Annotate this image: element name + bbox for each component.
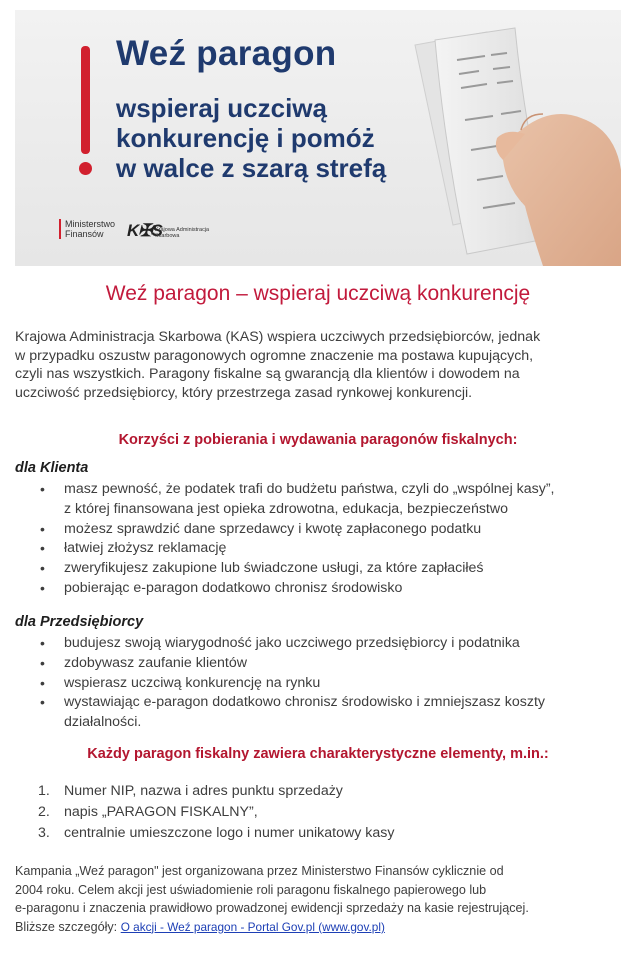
list-item-text: Numer NIP, nazwa i adres punktu sprzedaży — [64, 783, 343, 799]
footer-line: 2004 roku. Celem akcji jest uświadomienie roli paragonu fiskalnego papierowego lub — [15, 882, 487, 897]
list-item — [38, 693, 623, 733]
list-item-text: napis „PARAGON FISKALNY”, — [64, 804, 258, 820]
intro-line: uczciwość przedsiębiorcy, który przestrzega zasad rynkowej konkurencji. — [15, 384, 473, 401]
list-item — [38, 823, 623, 844]
list-item: • pobierając e-paragon dodatkowo chronisz środowisko — [38, 579, 623, 599]
campaign-link[interactable]: O akcji - Weź paragon - Portal Gov.pl (www.gov.pl) — [120, 919, 385, 934]
list-number: 1. — [38, 783, 50, 799]
campaign-footer — [15, 862, 623, 936]
list-item: • łatwiej złożysz reklamację — [38, 539, 623, 559]
client-heading: dla Klienta — [15, 460, 89, 476]
list-item — [38, 802, 623, 823]
hand-holding-receipt-image — [375, 10, 621, 266]
mf-logo-line: Ministerstwo — [65, 219, 116, 229]
list-item-text: centralnie umieszczone logo i numer unikatowy kasy — [64, 825, 395, 841]
list-item-line: • masz pewność, że podatek trafi do budżetu państwa, czyli do „wspólnej kasy”, — [64, 481, 555, 497]
list-item-line: • wystawiając e-paragon dodatkowo chronisz środowisko i zmniejszasz koszty — [64, 694, 546, 711]
exclamation-dot — [79, 162, 92, 175]
list-item: • wspierasz uczciwą konkurencję na rynku — [38, 674, 623, 694]
banner-subtitle — [116, 93, 386, 183]
list-item: • budujesz swoją wiarygodność jako uczciwego przedsiębiorcy i podatnika — [38, 634, 623, 654]
exclamation-icon — [81, 46, 90, 154]
footer-line: Kampania „Weź paragon" jest organizowana przez Ministerstwo Finansów cyklicznie od — [15, 864, 504, 878]
list-item: • możesz sprawdzić dane sprzedawcy i kwotę zapłaconego podatku — [38, 520, 623, 540]
business-heading: dla Przedsiębiorcy — [15, 614, 144, 630]
list-item-line: działalności. — [64, 714, 142, 731]
benefits-title: Korzyści z pobierania i wydawania paragonów fiskalnych: — [118, 432, 518, 448]
receipt-elements-title: Każdy paragon fiskalny zawiera charakterystyczne elementy, m.in.: — [87, 746, 549, 762]
client-benefits-list — [38, 480, 623, 599]
intro-line: Krajowa Administracja Skarbowa (KAS) wspiera uczciwych przedsiębiorców, jednak — [15, 329, 541, 345]
kas-logo-line: Skarbowa — [155, 233, 180, 239]
mf-logo-line: Finansów — [65, 229, 104, 239]
footer-line: e-paragonu i znaczenia prawidłowo prowadzonej ewidencji sprzedaży na kasie rejestrującej. — [15, 901, 529, 916]
details-label: Bliższe szczegóły: — [15, 919, 118, 934]
list-number: 3. — [38, 825, 50, 841]
business-benefits-list — [38, 634, 623, 733]
list-item: • zdobywasz zaufanie klientów — [38, 654, 623, 674]
footer-details — [15, 918, 623, 937]
list-item — [38, 781, 623, 802]
list-item — [38, 480, 623, 520]
banner-subtitle-line: wspieraj uczciwą — [116, 93, 327, 123]
banner-title: Weź paragon — [116, 34, 337, 73]
receipt-elements-list — [38, 781, 623, 844]
kas-logo-mark: K✠S — [127, 221, 162, 240]
list-number: 2. — [38, 804, 50, 820]
intro-paragraph — [15, 328, 623, 402]
kas-logo — [127, 221, 237, 249]
kas-logo-line: Krajowa Administracja — [155, 227, 210, 233]
list-item: • zweryfikujesz zakupione lub świadczone usługi, za które zapłaciłeś — [38, 559, 623, 579]
intro-line: w przypadku oszustw paragonowych ogromne znaczenie ma postawa kupujących, — [15, 347, 534, 364]
intro-line: czyli nas wszystkich. Paragony fiskalne są gwarancją dla klientów i dowodem na — [15, 366, 520, 382]
page-title: Weź paragon – wspieraj uczciwą konkurencję — [105, 282, 531, 305]
campaign-banner — [15, 10, 621, 266]
kas-logo-text — [155, 227, 209, 239]
banner-subtitle-line: w walce z szarą strefą — [116, 153, 387, 183]
ministry-of-finance-logo — [59, 219, 115, 239]
list-item-line: z której finansowana jest opieka zdrowotna, edukacja, bezpieczeństwo — [64, 500, 509, 517]
banner-subtitle-line: konkurencję i pomóż — [116, 123, 375, 153]
